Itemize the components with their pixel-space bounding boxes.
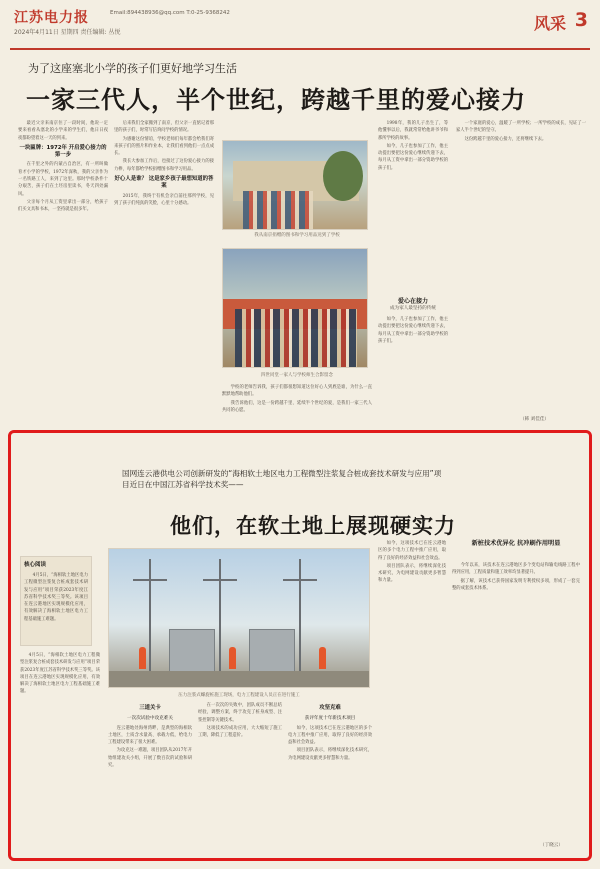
photo-caption: 我从南京捐赠的图书和学习用品送到了学校 — [254, 233, 340, 238]
subheading: 好心人是谁？ 这是家乡孩子最想知道的答案 — [114, 176, 214, 190]
masthead-rule — [10, 48, 590, 50]
top-article-column-3 — [222, 384, 372, 424]
paragraph: 这份跨越千里的爱心接力，还将继续下去。 — [464, 136, 547, 142]
feature-column-5 — [452, 562, 580, 838]
top-article-column-4b — [378, 316, 448, 416]
top-article-headline: 一家三代人，半个世纪，跨越千里的爱心接力 — [26, 86, 526, 114]
photo-donation — [222, 140, 368, 230]
top-article-column-2 — [114, 120, 214, 420]
photo-construction-site — [108, 548, 370, 688]
paragraph: 4月5日，“海相软土地区电力工程微型注浆复合桩成套技术研发与应用”项目荣获2023年度江苏省科学技术奖三等奖。该项目在连云港地区实现规模化应用，有效解决了海相软土地区电力工程基础施工难题。 — [20, 653, 100, 695]
top-article-column-5 — [456, 120, 586, 412]
paragraph: 今年以来，该技术在连云港地区多个变电站和输电线路工程中得到应用，工程质量和施工效率均显著提升。 — [452, 563, 580, 576]
feature-column-3 — [288, 702, 372, 852]
core-reading-text — [24, 572, 88, 644]
paragraph: 项目团队表示，将继续深化技术研究，为电网建设贡献更多智慧和力量。 — [378, 563, 446, 584]
paragraph: 我告诉他们，这是一份跨越千里、延续半个世纪的爱，是我们一家三代人共同的心愿。 — [222, 400, 372, 413]
sidebar-subheading: 新桩技术优异化 抗冲刷作用明显 — [471, 540, 561, 547]
paragraph: 据了解，该技术已获得国家发明专利授权多项，形成了一套完整的成套技术体系。 — [452, 578, 580, 591]
feature-article-byline: （丁晓云） — [540, 843, 563, 848]
top-article-kicker: 为了这座塞北小学的孩子们更好地学习生活 — [28, 62, 237, 75]
paragraph: 一个家庭的爱心，温暖了一所学校；一所学校的成长，见证了一家人半个世纪的坚守。 — [456, 121, 586, 134]
subheading-secondary: 获评年度十年新技术项目 — [304, 716, 356, 722]
paragraph: 这项技术的成功应用，大大缩短了施工工期，降低了工程造价。 — [198, 725, 282, 739]
paragraph: 如今，儿子也参加了工作，他主动提出要把这份爱心继续传递下去，每月从工资中拿出一部分资助学校的孩子们。 — [378, 317, 448, 344]
top-article-column-1 — [18, 120, 108, 420]
photo-caption: 压力注浆式螺旋桩施工现场，电力工程建设人员正在进行施工 — [178, 693, 300, 698]
photo-family-group — [222, 248, 368, 368]
subheading: 一块匾牌：1972年 开启爱心接力的第一步 — [19, 144, 107, 159]
feature-left-column — [20, 652, 100, 852]
newspaper-logo: 江苏电力报 — [14, 10, 89, 26]
core-reading-title: 核心阅读 — [24, 562, 47, 568]
masthead — [10, 5, 590, 47]
subheading: 三道关卡 — [139, 705, 161, 711]
paragraph: 学校的老师告诉我，孩子们都很想知道这位好心人到底是谁，为什么一直默默地帮助他们。 — [222, 385, 372, 398]
feature-article-headline: 他们，在软土地上展现硬实力 — [170, 514, 456, 538]
subheading: 爱心在接力 — [397, 298, 428, 305]
paragraph: 如今，儿子也参加了工作，他主动提出要把这份爱心继续传递下去，每月从工资中拿出一部分资助学校的孩子们。 — [378, 143, 448, 171]
feature-column-4 — [378, 540, 446, 850]
paragraph: 1998年，我的儿子出生了，等他懂事以后，我就常常给他讲爷爷和那所学校的故事。 — [378, 121, 448, 141]
feature-article-kicker: 国网连云港供电公司创新研发的“海相软土地区电力工程微型注浆复合桩成套技术研发与应用”项目近日在中国江苏省科学技术奖—— — [122, 469, 442, 489]
paragraph: 项目团队表示，将继续深化技术研究，为电网建设贡献更多智慧和力量。 — [288, 748, 372, 761]
paragraph: 4月5日，“海相软土地区电力工程微型注浆复合桩成套技术研发与应用”项目荣获2023年度江苏省科学技术奖三等奖。该项目在连云港地区实现规模化应用，有效解决了海相软土地区电力工程基础施工难题。 — [24, 573, 88, 622]
paragraph: 我长大参加工作后，也接过了这份爱心接力的接力棒，每年都给学校捐赠图书和学习用品。 — [114, 159, 214, 172]
paragraph: 父亲每个月从工资里拿出一部分，给孩子们买文具和书本，一坚持就是很多年。 — [18, 199, 108, 213]
paragraph: 在千里之外的内蒙古自治区，有一所叫做育才小学的学校，1972年深秋，我的父亲作为一名铁路工人，来到了这里。那时学校条件十分艰苦，孩子们在土坯房里读书，冬天四处漏风。 — [18, 162, 108, 197]
paragraph: 如今，这项技术已在连云港地区的多个电力工程中推广应用，取得了良好的经济效益和社会效益。 — [288, 725, 372, 746]
section-name: 风采 — [533, 14, 566, 33]
top-article-column-4 — [378, 120, 448, 294]
paragraph: 2015年，我终于有机会亲自前往那所学校，见到了孩子们纯真的笑脸，心里十分感动。 — [114, 193, 214, 206]
paragraph: 在一次次的失败中，团队成员不断总结经验，调整方案，终于攻克了桩身成型、注浆控制等关键技术。 — [198, 703, 282, 723]
paragraph: 后来我们全家搬到了南京，但父亲一直惦记着那里的孩子们，时常写信询问学校的情况。 — [114, 121, 214, 134]
dateline: 2024年4月11日 星期四 责任编辑: 丛悦 — [14, 29, 121, 36]
contact-info: Email:894438936@qq.com T:0-25-9368242 — [110, 10, 230, 16]
paragraph: 为感谢这份情谊，学校老师们每年都会给我们寄来孩子们的照片和作业本，让我们看到他们一点点成长。 — [114, 136, 214, 157]
paragraph: 连云港地处海州湾畔，是典型的海相软土地区，土质含水量高、承载力低，给电力工程建设带来了很大困难。 — [108, 725, 192, 746]
subheading: 攻坚克难 — [319, 705, 341, 711]
paragraph: 最近父亲来南京住了一段时间，他说一定要来看看从塞北的小学来的学生们，他日日夜夜都盼望着这一天的到来。 — [18, 121, 108, 141]
page-number: 3 — [574, 9, 588, 31]
subheading-secondary: 一次次试验中攻克难关 — [127, 716, 173, 722]
photo-caption: 四世同堂一家人与学校师生合影留念 — [261, 373, 333, 378]
paragraph: 如今，这项技术已在连云港地区的多个电力工程中推广应用，取得了良好的经济效益和社会效益。 — [378, 541, 446, 561]
paragraph: 为攻克这一难题，项目团队从2017年开始组建攻关小组，开展了数百次的试验和研究。 — [108, 748, 192, 769]
feature-column-1 — [108, 702, 192, 852]
feature-column-2 — [198, 702, 282, 852]
subheading-secondary: 成为家人最坚持的传统 — [390, 306, 436, 311]
top-article-byline: （韩 刘佳佳） — [520, 417, 550, 422]
